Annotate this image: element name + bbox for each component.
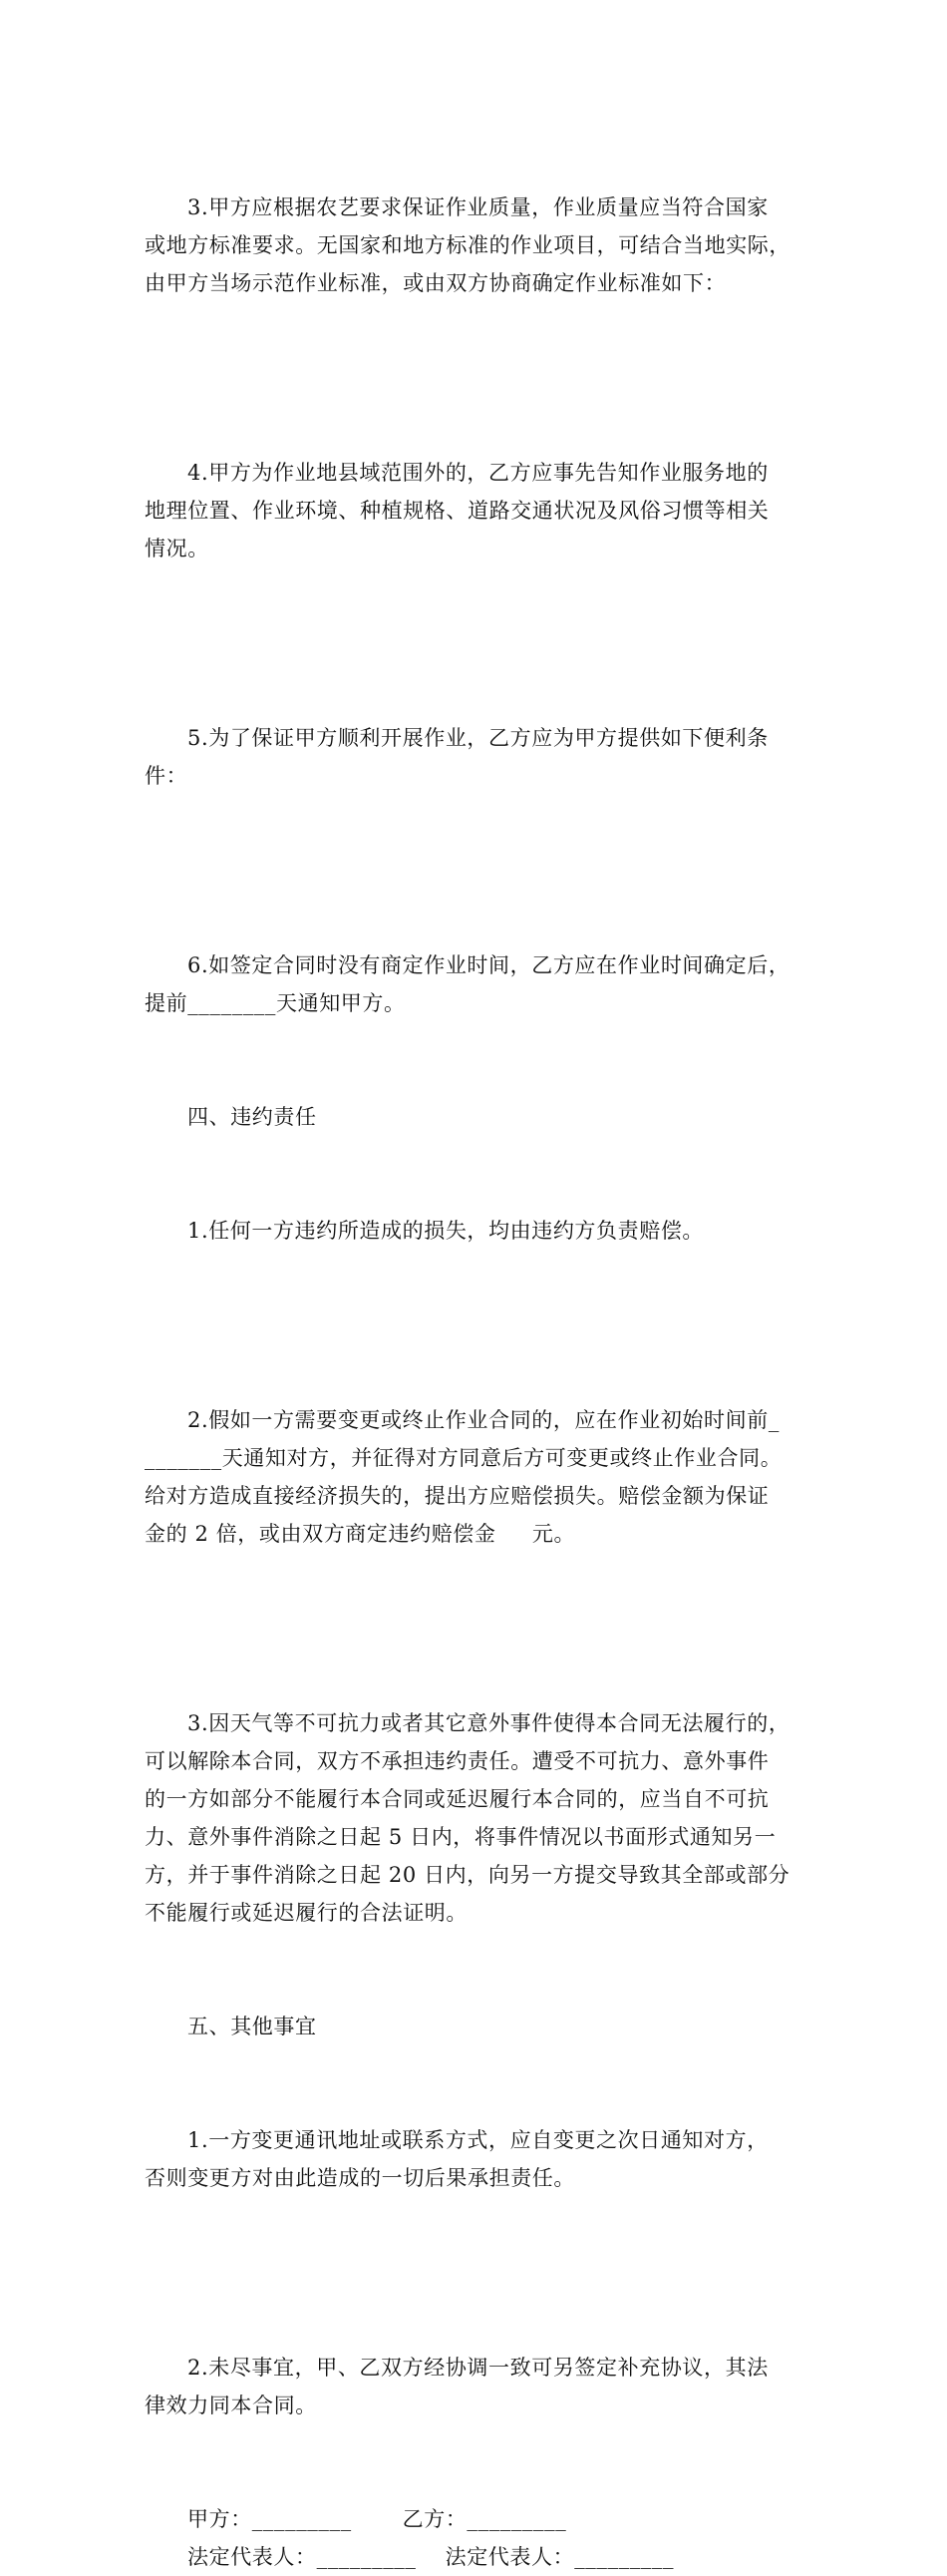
section-4-heading: 四、违约责任 xyxy=(187,1105,317,1129)
section-4-clause-2-line-4: 金的 2 倍，或由双方商定违约赔偿金 元。 xyxy=(145,1522,576,1546)
section-4-clause-1-line-1: 1.任何一方违约所造成的损失，均由违约方负责赔偿。 xyxy=(187,1219,705,1243)
section-5-clause-1 xyxy=(145,2045,810,2273)
clause-3 xyxy=(145,113,810,378)
clause-3-line-2: 或地方标准要求。无国家和地方标准的作业项目，可结合当地实际， xyxy=(145,233,790,257)
section-4-clause-3-line-2: 可以解除本合同，双方不承担违约责任。遭受不可抗力、意外事件 xyxy=(145,1749,770,1773)
clause-5 xyxy=(145,643,810,871)
section-4-clause-2-line-2: _______天通知对方，并征得对方同意后方可变更或终止作业合同。 xyxy=(145,1446,783,1470)
clause-5-line-1: 5.为了保证甲方顺利开展作业，乙方应为甲方提供如下便利条 xyxy=(187,726,769,750)
clause-4-line-1: 4.甲方为作业地县域范围外的，乙方应事先告知作业服务地的 xyxy=(187,461,769,485)
section-4-clause-3-line-4: 力、意外事件消除之日起 5 日内，将事件情况以书面形式通知另一 xyxy=(145,1825,777,1849)
clause-3-line-1: 3.甲方应根据农艺要求保证作业质量，作业质量应当符合国家 xyxy=(187,195,769,219)
section-4-clause-2-line-3: 给对方造成直接经济损失的，提出方应赔偿损失。赔偿金额为保证 xyxy=(145,1484,770,1508)
clause-4 xyxy=(145,378,810,643)
contract-body xyxy=(145,113,810,2576)
section-5-clause-1-line-1: 1.一方变更通讯地址或联系方式，应自变更之次日通知对方， xyxy=(187,2128,769,2152)
clause-6 xyxy=(145,871,810,1098)
section-5-clause-2 xyxy=(145,2273,810,2500)
section-4-clause-1 xyxy=(145,1136,810,1325)
section-4-clause-3-line-5: 方，并于事件消除之日起 20 日内，向另一方提交导致其全部或部分 xyxy=(145,1863,790,1887)
clause-6-line-2: 提前________天通知甲方。 xyxy=(145,991,406,1015)
clause-4-line-2: 地理位置、作业环境、种植规格、道路交通状况及风俗习惯等相关 xyxy=(145,499,770,523)
section-4-clause-3 xyxy=(145,1629,810,2008)
section-4-clause-3-line-3: 的一方如部分不能履行本合同或延迟履行本合同的，应当自不可抗 xyxy=(145,1787,770,1811)
clause-5-line-2: 件： xyxy=(145,764,188,788)
clause-6-line-1: 6.如签定合同时没有商定作业时间，乙方应在作业时间确定后， xyxy=(187,953,790,977)
signature-row-representatives: 法定代表人：_________ 法定代表人：_________ xyxy=(187,2545,675,2569)
section-4-clause-2 xyxy=(145,1325,810,1629)
section-5-clause-1-line-2: 否则变更方对由此造成的一切后果承担责任。 xyxy=(145,2166,575,2190)
section-5-heading: 五、其他事宜 xyxy=(187,2015,317,2038)
section-5-clause-2-line-1: 2.未尽事宜，甲、乙双方经协调一致可另签定补充协议，其法 xyxy=(187,2356,769,2380)
clause-4-line-3: 情况。 xyxy=(145,537,209,560)
section-4-clause-3-line-1: 3.因天气等不可抗力或者其它意外事件使得本合同无法履行的， xyxy=(187,1711,790,1735)
signature-row-parties: 甲方：_________ 乙方：_________ xyxy=(187,2507,567,2531)
section-4-clause-2-line-1: 2.假如一方需要变更或终止作业合同的，应在作业初始时间前_ xyxy=(187,1408,780,1432)
section-5-clause-2-line-2: 律效力同本合同。 xyxy=(145,2393,317,2417)
clause-3-line-3: 由甲方当场示范作业标准，或由双方协商确定作业标准如下： xyxy=(145,271,727,295)
section-4-clause-3-line-6: 不能履行或延迟履行的合法证明。 xyxy=(145,1901,468,1925)
